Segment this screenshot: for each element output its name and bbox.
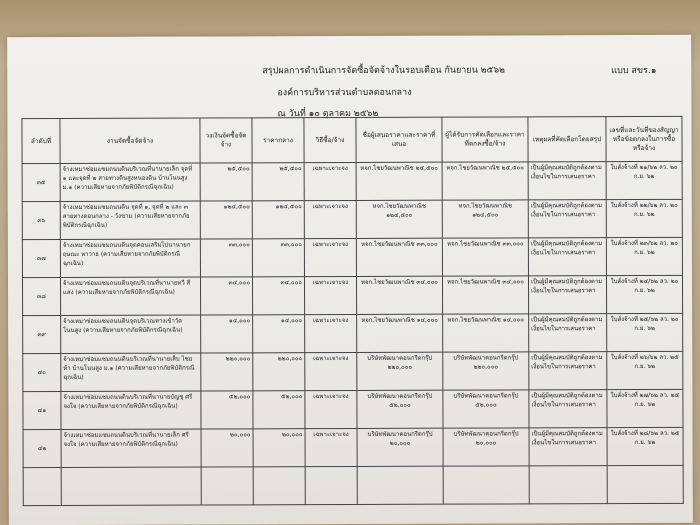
cell-no: ๓๕ <box>22 164 60 202</box>
cell-contract: ใบสั่งจ้างที่ ๒๕/๖๒ ลว. ๒๐ ก.ย. ๖๒ <box>607 313 683 351</box>
cell-budget: ๑๒๔,๕๐๐ <box>200 201 252 239</box>
table-row <box>23 389 683 429</box>
document-date: ณ วันที่ ๑๐ ตุลาคม ๒๕๖๒ <box>277 108 379 120</box>
cell-winner: บริษัทพัฒนาคอนกรีตกรุ๊ป ๒๒๐,๐๐๐ <box>443 352 529 390</box>
cell-reason: เป็นผู้มีคุณสมบัติถูกต้องตามเงื่อนไขในการเสนอราคา <box>529 314 607 352</box>
cell-budget: ๑๔,๐๐๐ <box>201 315 253 353</box>
cell-winner: บริษัทพัฒนาคอนกรีตกรุ๊ป ๒๐,๐๐๐ <box>443 428 529 466</box>
cell-median: ๑๔,๐๐๐ <box>253 315 305 353</box>
table-row <box>23 313 683 353</box>
cell-median: ๒๒๐,๐๐๐ <box>253 353 305 391</box>
col-header-method: วิธีซื้อ/จ้าง <box>304 117 356 162</box>
table-row <box>22 237 682 277</box>
cell-winner <box>443 466 529 504</box>
cell-contract: ใบสั่งจ้างที่ ๒๗/๖๒ ลว. ๒๕ ก.ย. ๖๒ <box>607 389 683 427</box>
cell-winner: บริษัทพัฒนาคอนกรีตกรุ๊ป ๕๒,๐๐๐ <box>443 390 529 428</box>
cell-no: ๔๒ <box>23 430 61 468</box>
cell-reason: เป็นผู้มีคุณสมบัติถูกต้องตามเงื่อนไขในการเสนอราคา <box>528 162 606 200</box>
cell-method <box>305 466 357 504</box>
cell-median: ๒๐,๐๐๐ <box>253 429 305 467</box>
cell-reason: เป็นผู้มีคุณสมบัติถูกต้องตามเงื่อนไขในการเสนอราคา <box>529 390 607 428</box>
cell-budget: ๕๒,๐๐๐ <box>201 391 253 429</box>
col-header-reason: เหตุผลที่คัดเลือกโดยสรุป <box>528 117 606 162</box>
table-header-row <box>22 116 682 163</box>
cell-item: จ้างเหมาซ่อมแซมถนนดินบริเวณที่นานายเล็ก ศรีจงใจ (ความเสียหายจากภัยพิบัติกรณีฉุกเฉิน) <box>61 429 201 467</box>
cell-no <box>23 468 61 506</box>
document-page <box>7 35 693 525</box>
cell-reason: เป็นผู้มีคุณสมบัติถูกต้องตามเงื่อนไขในการเสนอราคา <box>529 428 607 466</box>
col-header-item: งานจัดซื้อจัดจ้าง <box>60 118 200 163</box>
organization-name: องค์การบริหารส่วนตำบลดอนกลาง <box>277 87 412 99</box>
table-row <box>23 465 683 505</box>
cell-method: เฉพาะเจาะจง <box>304 200 356 238</box>
cell-method: เฉพาะเจาะจง <box>305 352 357 390</box>
cell-item: จ้างเหมาซ่อมแซมถนนดินบริเวณที่นานายเส็บ ไชยห้า บ้านโนนสูง ม.๑ (ความเสียหายจากภัยพิบัติกรณีฉุกเฉิน) <box>61 353 201 391</box>
cell-bidders: หจก.ไชยวัฒนพาณิช ๑๒๔,๕๐๐ <box>356 200 442 238</box>
cell-method: เฉพาะเจาะจง <box>304 238 356 276</box>
table-row <box>23 351 683 391</box>
cell-reason: เป็นผู้มีคุณสมบัติถูกต้องตามเงื่อนไขในการเสนอราคา <box>528 200 606 238</box>
cell-median: ๓๓,๐๐๐ <box>252 239 304 277</box>
cell-bidders: หจก.ไชยวัฒนพาณิช ๑๔,๐๐๐ <box>357 314 443 352</box>
document-title: สรุปผลการดำเนินการจัดซื้อจัดจ้างในรอบเดือน กันยายน ๒๕๖๒ <box>262 65 505 77</box>
cell-method: เฉพาะเจาะจง <box>305 390 357 428</box>
cell-contract: ใบสั่งจ้างที่ ๒๖/๖๒ ลว. ๒๕ ก.ย. ๖๒ <box>607 351 683 389</box>
cell-budget: ๒๐,๐๐๐ <box>201 429 253 467</box>
cell-item: จ้างเหมาซ่อมแซมถนนดินบริเวณที่นานายบัญชุ ศรีจงใจ (ความเสียหายจากภัยพิบัติกรณีฉุกเฉิน) <box>61 391 201 429</box>
cell-budget: ๒๕,๕๐๐ <box>200 163 252 201</box>
table-row <box>23 427 683 467</box>
cell-reason: เป็นผู้มีคุณสมบัติถูกต้องตามเงื่อนไขในการเสนอราคา <box>528 276 606 314</box>
cell-winner: หจก.ไชยวัฒนพาณิช ๓๔,๐๐๐ <box>442 276 528 314</box>
cell-bidders: บริษัทพัฒนาคอนกรีตกรุ๊ป ๒๐,๐๐๐ <box>357 428 443 466</box>
cell-contract <box>607 465 683 503</box>
cell-bidders: บริษัทพัฒนาคอนกรีตกรุ๊ป ๒๒๐,๐๐๐ <box>357 352 443 390</box>
cell-item: จ้างเหมาซ่อมแซมถนนดินจุดบริเวณทางเข้าวัดโนนสูง (ความเสียหายจากภัยพิบัติกรณีฉุกเฉิน) <box>61 315 201 353</box>
col-header-median-price: ราคากลาง <box>252 118 304 163</box>
cell-bidders: บริษัทพัฒนาคอนกรีตกรุ๊ป ๕๒,๐๐๐ <box>357 390 443 428</box>
cell-median: ๓๔,๐๐๐ <box>252 277 304 315</box>
cell-contract: ใบสั่งจ้างที่ ๒๓/๖๒ ลว. ๒๐ ก.ย. ๖๒ <box>606 237 682 275</box>
cell-no: ๓๗ <box>22 240 60 278</box>
cell-reason: เป็นผู้มีคุณสมบัติถูกต้องตามเงื่อนไขในการเสนอราคา <box>528 238 606 276</box>
cell-budget: ๓๔,๐๐๐ <box>200 277 252 315</box>
table-row <box>22 199 682 239</box>
cell-reason <box>529 466 607 504</box>
cell-no: ๓๙ <box>23 316 61 354</box>
cell-bidders: หจก.ไชยวัฒนพาณิช ๓๓,๐๐๐ <box>356 238 442 276</box>
cell-method: เฉพาะเจาะจง <box>304 276 356 314</box>
cell-winner: หจก.ไชยวัฒนพาณิช ๒๕,๕๐๐ <box>442 162 528 200</box>
col-header-budget: วงเงินจัดซื้อจัดจ้าง <box>200 118 252 163</box>
cell-budget <box>201 467 253 505</box>
cell-method: เฉพาะเจาะจง <box>305 428 357 466</box>
cell-budget: ๒๒๐,๐๐๐ <box>201 353 253 391</box>
cell-median: ๑๒๔,๕๐๐ <box>252 201 304 239</box>
col-header-no: ลำดับที่ <box>22 119 60 164</box>
col-header-winner: ผู้ได้รับการคัดเลือกและราคาที่ตกลงซื้อ/จ้าง <box>442 117 528 162</box>
cell-median: ๒๕,๕๐๐ <box>252 163 304 201</box>
cell-bidders: หจก.ไชยวัฒนพาณิช ๓๔,๐๐๐ <box>356 276 442 314</box>
col-header-bidders: ชื่อผู้เสนอราคาและราคาที่เสนอ <box>356 117 442 162</box>
cell-item <box>61 467 201 505</box>
cell-no: ๓๘ <box>22 278 60 316</box>
cell-method: เฉพาะเจาะจง <box>305 314 357 352</box>
cell-budget: ๓๓,๐๐๐ <box>200 239 252 277</box>
cell-item: จ้างเหมาซ่อมแซมถนนดินบริเวณที่นานายเล็ก จุดที่ ๑ และจุดที่ ๒ สายทางดินสูงหนองดิน บ้านโนนสูง ม.๑ (ความเสียหายจากภัยพิบัติกรณีฉุกเฉิน) <box>60 163 200 201</box>
cell-bidders: หจก.ไชยวัฒนพาณิช ๒๕,๕๐๐ <box>356 162 442 200</box>
cell-item: จ้างเหมาซ่อมแซมถนนดิน จุดที่ ๑, จุดที่ ๒ และ ๓ สายทางดอนกลาง - วังขาม (ความเสียหายจากภัยพิบัติกรณีฉุกเฉิน) <box>60 201 200 239</box>
cell-item: จ้างเหมาซ่อมแซมถนนดินจุดคอนเสริมไปนานายกฤษณะ พาวาธ (ความเสียหายจากภัยพิบัติกรณีฉุกเฉิน) <box>60 239 200 277</box>
cell-winner: หจก.ไชยวัฒนพาณิช ๑๒๔,๕๐๐ <box>442 200 528 238</box>
cell-contract: ใบสั่งจ้างที่ ๒๒/๖๒ ลว. ๒๐ ก.ย. ๖๒ <box>606 199 682 237</box>
cell-bidders <box>357 466 443 504</box>
cell-no: ๔๑ <box>23 392 61 430</box>
cell-contract: ใบสั่งจ้างที่ ๒๘/๖๒ ลว. ๒๕ ก.ย. ๖๒ <box>607 427 683 465</box>
cell-contract: ใบสั่งจ้างที่ ๒๑/๖๒ ลว. ๒๐ ก.ย. ๖๒ <box>606 161 682 199</box>
cell-median <box>253 467 305 505</box>
cell-contract: ใบสั่งจ้างที่ ๒๔/๖๒ ลว. ๒๐ ก.ย. ๖๒ <box>606 275 682 313</box>
cell-winner: หจก.ไชยวัฒนพาณิช ๑๔,๐๐๐ <box>443 314 529 352</box>
cell-item: จ้างเหมาซ่อมแซมถนนดินจุดบริเวณที่นานายทวี สีแสง (ความเสียหายจากภัยพิบัติกรณีฉุกเฉิน) <box>60 277 200 315</box>
table-row <box>22 275 682 315</box>
cell-winner: หจก.ไชยวัฒนพาณิช ๓๓,๐๐๐ <box>442 238 528 276</box>
cell-reason: เป็นผู้มีคุณสมบัติถูกต้องตามเงื่อนไขในการเสนอราคา <box>529 352 607 390</box>
cell-no: ๔๐ <box>23 354 61 392</box>
col-header-contract: เลขที่และวันที่ของสัญญาหรือข้อตกลงในการซื้อหรือจ้าง <box>606 116 682 161</box>
procurement-table <box>21 116 683 506</box>
cell-median: ๕๒,๐๐๐ <box>253 391 305 429</box>
form-code: แบบ สขร.๑ <box>611 65 657 77</box>
table-row <box>22 161 682 201</box>
cell-method: เฉพาะเจาะจง <box>304 162 356 200</box>
cell-no: ๓๖ <box>22 202 60 240</box>
